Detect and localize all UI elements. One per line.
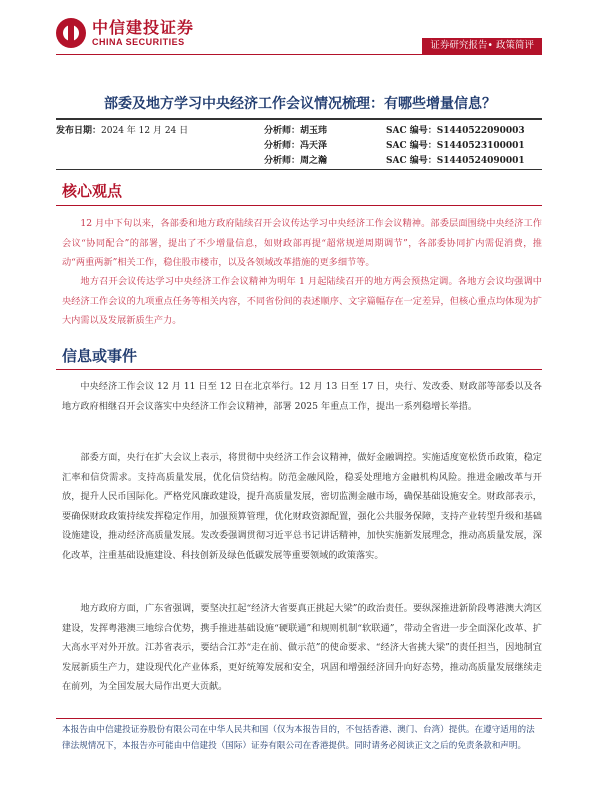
- header-divider: [56, 54, 542, 55]
- sac-number: S1440522090003: [436, 126, 525, 136]
- analyst-name: 冯天泽: [300, 141, 328, 151]
- date-label: 发布日期：: [56, 126, 102, 136]
- analyst-label: 分析师：: [264, 126, 301, 136]
- meta-row: [56, 124, 542, 139]
- core-paragraph: 地方召开会议传达学习中央经济工作会议精神为明年 1 月起陆续召开的地方两会预热定调。各地方会议均强调中央经济工作会议的九项重点任务等相关内容，不同省份间的表述顺序、文字篇幅存在一定差异，但核心重点均体现为扩大内需以及发展新质生产力。: [62, 276, 542, 326]
- meta-row: [56, 139, 542, 154]
- section-heading-events: 信息或事件: [62, 347, 138, 365]
- report-title: 部委及地方学习中央经济工作会议情况梳理：有哪些增量信息？: [104, 96, 496, 112]
- sac-label: SAC 编号：: [386, 156, 437, 166]
- events-paragraph: 部委方面，央行在扩大会议上表示，将贯彻中央经济工作会议精神，做好金融调控。实施适度宽松货币政策，稳定汇率和信贷需求。支持高质量发展，优化信贷结构。防范金融风险，稳妥处理地方金融机构风险。推进金融改革与开放，提升人民币国际化。严格党风廉政建设，提升高质量发展，密切监测金融市场，确保基础设施安全。财政部表示，要确保财政政策持续发挥稳定作用，加强预算管理，优化财政资源配置，强化公共服务保障，支持产业转型升级和基础设施建设，推动经济高质量发展。发改委强调贯彻习近平总书记讲话精神，加快实施新发展理念，推动高质量发展，深化改革，注重基础设施建设、科技创新及绿色低碳发展等重要领域的政策落实。: [62, 452, 542, 561]
- sac-number: S1440523100001: [436, 141, 525, 151]
- citic-logo-icon: [56, 18, 86, 48]
- events-paragraph: 中央经济工作会议 12 月 11 日至 12 日在北京举行。12 月 13 日至 17 日，央行、发改委、财政部等部委以及各地方政府相继召开会议落实中央经济工作会议精神，部署 2025 年重点工作，提出一系列稳增长举措。: [62, 381, 542, 412]
- section-divider: [56, 205, 542, 206]
- logo-cn-text: 中信建投证券: [92, 17, 195, 37]
- events-paragraph: 地方政府方面，广东省强调，要坚决扛起“经济大省要真正挑起大梁”的政治责任。要纵深推进新阶段粤港澳大湾区建设，发挥粤港澳三地综合优势，携手推进基础设施“硬联通”和规则机制“软联通”，带动全省进一步全面深化改革、扩大高水平对外开放。江苏省表示，要结合江苏“走在前、做示范”的使命要求、“经济大省挑大梁”的责任担当，因地制宜发展新质生产力，建设现代化产业体系，更好统筹发展和安全，巩固和增强经济回升向好态势，推动高质量发展继续走在前列，为全国发展大局作出更大贡献。: [62, 603, 542, 692]
- report-meta: [56, 124, 542, 169]
- meta-top-rule: [56, 118, 542, 120]
- meta-bottom-rule: [56, 169, 542, 170]
- meta-row: [56, 154, 542, 169]
- date-value: 2024 年 12 月 24 日: [101, 126, 189, 136]
- analyst-name: 胡玉玮: [300, 126, 328, 136]
- report-type-tag: 证券研究报告• 政策简评: [422, 38, 542, 54]
- analyst-label: 分析师：: [264, 156, 301, 166]
- sac-number: S1440524090001: [436, 156, 525, 166]
- core-paragraph: 12 月中下旬以来，各部委和地方政府陆续召开会议传达学习中央经济工作会议精神。部委层面围绕中央经济工作会议“协同配合”的部署，提出了不少增量信息，如财政部再提“超常规逆周期调节”，各部委协同扩内需促消费，推动“两重两新”相关工作，稳住股市楼市，以及各领域改革措施的更多细节等。: [62, 218, 542, 268]
- sac-label: SAC 编号：: [386, 126, 437, 136]
- analyst-name: 周之瀚: [300, 156, 328, 166]
- logo-en-text: CHINA SECURITIES: [92, 36, 185, 47]
- section-divider: [56, 369, 542, 370]
- section-heading-core: 核心观点: [62, 182, 123, 200]
- footer-disclaimer: 本报告由中信建投证券股份有限公司在中华人民共和国（仅为本报告目的，不包括香港、澳门、台湾）提供。在遵守适用的法律法规情况下，本报告亦可能由中信建投（国际）证券有限公司在香港提供。同时请务必阅读正文之后的免责条款和声明。: [62, 725, 535, 751]
- page-header: [0, 0, 600, 60]
- footer-divider: [56, 718, 542, 719]
- company-logo: [56, 18, 194, 48]
- analyst-label: 分析师：: [264, 141, 301, 151]
- sac-label: SAC 编号：: [386, 141, 437, 151]
